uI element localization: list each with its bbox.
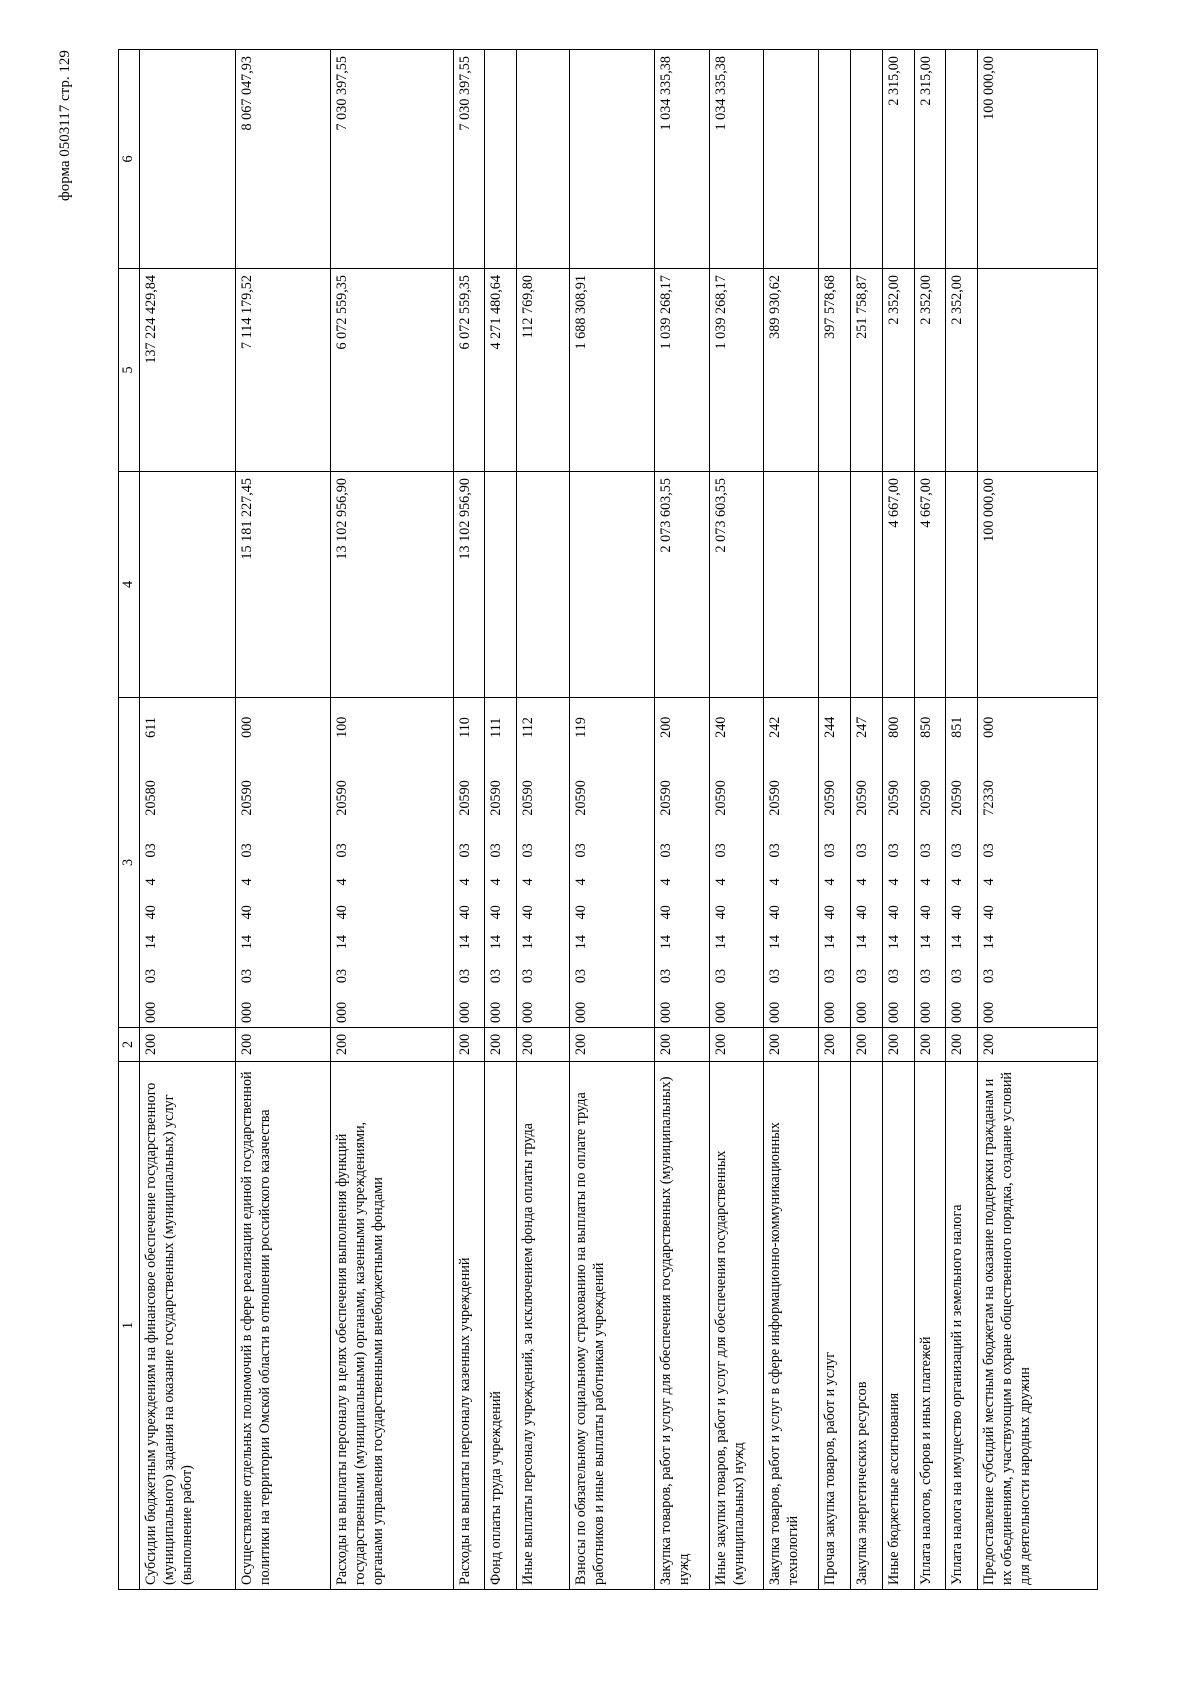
kbk-part: 20590 — [488, 780, 505, 816]
row-name: Прочая закупка товаров, работ и услуг — [818, 1062, 850, 1590]
kbk-part: 110 — [456, 717, 473, 738]
row-executed-amount: 2 352,00 — [882, 269, 914, 472]
row-name: Предоставление субсидий местным бюджетам на оказание поддержки гражданам и их объединениям, участвующим в охране общественного порядка, создание условий для деятельности народных дружин — [978, 1062, 1098, 1590]
table-row — [655, 50, 709, 1590]
kbk-part: 20590 — [949, 780, 966, 816]
kbk-part: 03 — [853, 968, 870, 984]
kbk-part: 03 — [488, 843, 505, 858]
row-executed-amount — [978, 269, 1098, 472]
kbk-part: 40 — [949, 905, 966, 920]
row-name: Иные бюджетные ассигнования — [882, 1062, 914, 1590]
row-unexecuted-amount: 100 000,00 — [978, 50, 1098, 269]
row-classification-code — [453, 698, 485, 1028]
row-classification-code — [235, 698, 331, 1028]
kbk-part: 40 — [767, 905, 784, 920]
kbk-part: 20590 — [917, 780, 934, 816]
kbk-part: 40 — [821, 905, 838, 920]
kbk-part: 03 — [821, 843, 838, 858]
row-classification-code — [818, 698, 850, 1028]
kbk-part: 03 — [821, 968, 838, 984]
row-classification-code — [978, 698, 1098, 1028]
kbk-part: 40 — [143, 905, 159, 920]
kbk-part: 112 — [520, 717, 537, 738]
header-col-2: 2 — [119, 1028, 140, 1062]
row-executed-amount: 251 758,87 — [850, 269, 882, 472]
kbk-part: 000 — [658, 1001, 675, 1023]
kbk-part: 03 — [520, 968, 537, 984]
table-row — [453, 50, 485, 1590]
kbk-part: 4 — [885, 878, 902, 886]
table-row — [978, 50, 1098, 1590]
kbk-part: 000 — [853, 1001, 870, 1023]
kbk-part: 14 — [238, 935, 255, 950]
row-unexecuted-amount: 1 034 335,38 — [709, 50, 763, 269]
row-name: Осуществление отдельных полномочий в сфере реализации единой государственной политики на территории Омской области в отношении российского казачества — [235, 1062, 331, 1590]
kbk-part: 850 — [917, 716, 934, 738]
kbk-part: 000 — [821, 1001, 838, 1023]
kbk-part: 4 — [917, 878, 934, 886]
kbk-part: 40 — [238, 905, 255, 920]
kbk-part: 20590 — [712, 780, 729, 816]
kbk-part: 4 — [658, 878, 675, 886]
kbk-part: 20590 — [658, 780, 675, 816]
kbk-part: 03 — [456, 843, 473, 858]
row-line-code: 200 — [453, 1028, 485, 1062]
kbk-part: 20590 — [238, 780, 255, 816]
kbk-part: 03 — [334, 968, 351, 984]
kbk-part: 000 — [520, 1001, 537, 1023]
row-executed-amount: 2 352,00 — [914, 269, 946, 472]
kbk-part: 03 — [767, 968, 784, 984]
row-approved-amount: 4 667,00 — [914, 472, 946, 698]
kbk-part: 20590 — [885, 780, 902, 816]
row-classification-code — [946, 698, 978, 1028]
kbk-part: 03 — [456, 968, 473, 984]
kbk-part: 03 — [949, 843, 966, 858]
row-line-code: 200 — [850, 1028, 882, 1062]
row-executed-amount: 137 224 429,84 — [140, 269, 236, 472]
row-unexecuted-amount: 7 030 397,55 — [331, 50, 453, 269]
kbk-part: 72330 — [981, 780, 998, 816]
header-col-4: 4 — [119, 472, 140, 698]
kbk-part: 40 — [488, 905, 505, 920]
kbk-part: 000 — [334, 1001, 351, 1023]
kbk-part: 14 — [917, 935, 934, 950]
kbk-part: 800 — [885, 716, 902, 738]
row-unexecuted-amount — [570, 50, 655, 269]
row-executed-amount: 1 688 308,91 — [570, 269, 655, 472]
kbk-part: 03 — [767, 843, 784, 858]
kbk-part: 14 — [949, 935, 966, 950]
table-row — [140, 50, 236, 1590]
row-executed-amount: 1 039 268,17 — [709, 269, 763, 472]
row-classification-code — [331, 698, 453, 1028]
row-unexecuted-amount: 2 315,00 — [914, 50, 946, 269]
kbk-part: 03 — [488, 968, 505, 984]
row-executed-amount: 2 352,00 — [946, 269, 978, 472]
kbk-part: 000 — [885, 1001, 902, 1023]
header-col-5: 5 — [119, 269, 140, 472]
row-approved-amount — [517, 472, 570, 698]
kbk-part: 14 — [981, 935, 998, 950]
row-unexecuted-amount: 2 315,00 — [882, 50, 914, 269]
kbk-part: 20590 — [853, 780, 870, 816]
kbk-part: 03 — [238, 843, 255, 858]
kbk-part: 03 — [573, 843, 590, 858]
row-approved-amount — [946, 472, 978, 698]
row-name: Уплата налогов, сборов и иных платежей — [914, 1062, 946, 1590]
form-page-label: форма 0503117 стр. 129 — [57, 50, 73, 201]
row-line-code: 200 — [570, 1028, 655, 1062]
kbk-part: 4 — [981, 878, 998, 886]
row-line-code: 200 — [882, 1028, 914, 1062]
table-row — [850, 50, 882, 1590]
table-row — [331, 50, 453, 1590]
kbk-part: 40 — [456, 905, 473, 920]
row-unexecuted-amount — [946, 50, 978, 269]
kbk-part: 14 — [767, 935, 784, 950]
row-line-code: 200 — [331, 1028, 453, 1062]
kbk-part: 611 — [143, 717, 159, 738]
kbk-part: 14 — [520, 935, 537, 950]
kbk-part: 40 — [520, 905, 537, 920]
row-approved-amount — [140, 472, 236, 698]
kbk-part: 03 — [949, 968, 966, 984]
kbk-part: 000 — [981, 1001, 998, 1023]
row-executed-amount: 7 114 179,52 — [235, 269, 331, 472]
header-col-3: 3 — [119, 698, 140, 1028]
row-approved-amount: 13 102 956,90 — [331, 472, 453, 698]
kbk-part: 4 — [520, 878, 537, 886]
kbk-part: 03 — [917, 968, 934, 984]
budget-table-sheet — [118, 50, 1098, 1590]
kbk-part: 03 — [573, 968, 590, 984]
row-name: Иные выплаты персоналу учреждений, за исключением фонда оплаты труда — [517, 1062, 570, 1590]
kbk-part: 20590 — [821, 780, 838, 816]
kbk-part: 240 — [712, 716, 729, 738]
row-approved-amount — [764, 472, 818, 698]
table-row — [485, 50, 517, 1590]
row-classification-code — [764, 698, 818, 1028]
kbk-part: 03 — [658, 843, 675, 858]
kbk-part: 000 — [488, 1001, 505, 1023]
kbk-part: 03 — [143, 843, 159, 858]
budget-execution-table — [118, 49, 1098, 1590]
kbk-part: 244 — [821, 716, 838, 738]
row-approved-amount — [850, 472, 882, 698]
row-line-code: 200 — [764, 1028, 818, 1062]
kbk-part: 40 — [885, 905, 902, 920]
kbk-part: 4 — [712, 878, 729, 886]
row-unexecuted-amount — [140, 50, 236, 269]
kbk-part: 4 — [949, 878, 966, 886]
kbk-part: 40 — [573, 905, 590, 920]
row-executed-amount: 397 578,68 — [818, 269, 850, 472]
kbk-part: 40 — [712, 905, 729, 920]
row-line-code: 200 — [978, 1028, 1098, 1062]
row-classification-code — [882, 698, 914, 1028]
row-approved-amount: 4 667,00 — [882, 472, 914, 698]
row-line-code: 200 — [946, 1028, 978, 1062]
row-name: Расходы на выплаты персоналу в целях обеспечения выполнения функций государственными (муниципальными) органами, казенными учреждениями, органами управления государственными внебюджетными фондами — [331, 1062, 453, 1590]
row-name: Закупка товаров, работ и услуг в сфере информационно-коммуникационных технологий — [764, 1062, 818, 1590]
row-executed-amount: 6 072 559,35 — [453, 269, 485, 472]
kbk-part: 000 — [949, 1001, 966, 1023]
row-classification-code — [517, 698, 570, 1028]
kbk-part: 03 — [238, 968, 255, 984]
row-unexecuted-amount — [517, 50, 570, 269]
kbk-part: 4 — [573, 878, 590, 886]
row-approved-amount: 2 073 603,55 — [709, 472, 763, 698]
row-name: Закупка энергетических ресурсов — [850, 1062, 882, 1590]
row-line-code: 200 — [517, 1028, 570, 1062]
table-row — [914, 50, 946, 1590]
kbk-part: 14 — [334, 935, 351, 950]
kbk-part: 40 — [334, 905, 351, 920]
row-classification-code — [570, 698, 655, 1028]
kbk-part: 4 — [238, 878, 255, 886]
row-name: Уплата налога на имущество организаций и земельного налога — [946, 1062, 978, 1590]
kbk-part: 4 — [143, 878, 159, 886]
table-row — [946, 50, 978, 1590]
kbk-part: 000 — [143, 1001, 159, 1023]
row-executed-amount: 389 930,62 — [764, 269, 818, 472]
row-approved-amount — [570, 472, 655, 698]
row-approved-amount: 100 000,00 — [978, 472, 1098, 698]
kbk-part: 03 — [917, 843, 934, 858]
row-line-code: 200 — [709, 1028, 763, 1062]
kbk-part: 03 — [143, 968, 159, 984]
kbk-part: 111 — [488, 717, 505, 738]
kbk-part: 03 — [885, 843, 902, 858]
kbk-part: 14 — [488, 935, 505, 950]
kbk-part: 03 — [981, 843, 998, 858]
kbk-part: 000 — [238, 1001, 255, 1023]
row-name: Расходы на выплаты персоналу казенных учреждений — [453, 1062, 485, 1590]
kbk-part: 20590 — [520, 780, 537, 816]
kbk-part: 000 — [456, 1001, 473, 1023]
row-name: Закупка товаров, работ и услуг для обеспечения государственных (муниципальных) нужд — [655, 1062, 709, 1590]
row-unexecuted-amount: 7 030 397,55 — [453, 50, 485, 269]
row-classification-code — [655, 698, 709, 1028]
kbk-part: 20580 — [143, 780, 159, 816]
kbk-part: 4 — [488, 878, 505, 886]
row-line-code: 200 — [235, 1028, 331, 1062]
row-name: Иные закупки товаров, работ и услуг для обеспечения государственных (муниципальных) нужд — [709, 1062, 763, 1590]
table-row — [517, 50, 570, 1590]
row-executed-amount: 112 769,80 — [517, 269, 570, 472]
row-unexecuted-amount — [764, 50, 818, 269]
kbk-part: 03 — [712, 968, 729, 984]
kbk-part: 000 — [238, 716, 255, 738]
kbk-part: 4 — [767, 878, 784, 886]
kbk-part: 40 — [658, 905, 675, 920]
row-line-code: 200 — [485, 1028, 517, 1062]
row-unexecuted-amount — [485, 50, 517, 269]
kbk-part: 14 — [821, 935, 838, 950]
kbk-part: 03 — [853, 843, 870, 858]
kbk-part: 242 — [767, 716, 784, 738]
kbk-part: 200 — [658, 716, 675, 738]
row-approved-amount: 13 102 956,90 — [453, 472, 485, 698]
kbk-part: 20590 — [767, 780, 784, 816]
row-line-code: 200 — [914, 1028, 946, 1062]
kbk-part: 4 — [334, 878, 351, 886]
row-name: Субсидии бюджетным учреждениям на финансовое обеспечение государственного (муниципального) задания на оказание государственных (муниципальных) услуг (выполнение работ) — [140, 1062, 236, 1590]
kbk-part: 03 — [520, 843, 537, 858]
kbk-part: 000 — [917, 1001, 934, 1023]
kbk-part: 20590 — [573, 780, 590, 816]
row-classification-code — [709, 698, 763, 1028]
kbk-part: 14 — [573, 935, 590, 950]
kbk-part: 247 — [853, 716, 870, 738]
kbk-part: 40 — [917, 905, 934, 920]
row-classification-code — [485, 698, 517, 1028]
kbk-part: 03 — [981, 968, 998, 984]
row-unexecuted-amount: 1 034 335,38 — [655, 50, 709, 269]
kbk-part: 4 — [821, 878, 838, 886]
row-classification-code — [850, 698, 882, 1028]
row-unexecuted-amount — [818, 50, 850, 269]
table-row — [764, 50, 818, 1590]
kbk-part: 000 — [981, 716, 998, 738]
row-executed-amount: 4 271 480,64 — [485, 269, 517, 472]
row-line-code: 200 — [655, 1028, 709, 1062]
row-classification-code — [140, 698, 236, 1028]
kbk-part: 20590 — [456, 780, 473, 816]
kbk-part: 03 — [885, 968, 902, 984]
row-approved-amount — [818, 472, 850, 698]
kbk-part: 000 — [712, 1001, 729, 1023]
row-unexecuted-amount: 8 067 047,93 — [235, 50, 331, 269]
kbk-part: 14 — [712, 935, 729, 950]
header-row — [119, 50, 140, 1590]
kbk-part: 14 — [658, 935, 675, 950]
kbk-part: 4 — [853, 878, 870, 886]
row-approved-amount: 2 073 603,55 — [655, 472, 709, 698]
kbk-part: 000 — [767, 1001, 784, 1023]
kbk-part: 20590 — [334, 780, 351, 816]
row-line-code: 200 — [140, 1028, 236, 1062]
row-approved-amount: 15 181 227,45 — [235, 472, 331, 698]
row-approved-amount — [485, 472, 517, 698]
kbk-part: 40 — [853, 905, 870, 920]
row-classification-code — [914, 698, 946, 1028]
table-row — [570, 50, 655, 1590]
kbk-part: 100 — [334, 716, 351, 738]
header-col-1: 1 — [119, 1062, 140, 1590]
kbk-part: 40 — [981, 905, 998, 920]
row-line-code: 200 — [818, 1028, 850, 1062]
kbk-part: 14 — [853, 935, 870, 950]
table-row — [882, 50, 914, 1590]
kbk-part: 000 — [573, 1001, 590, 1023]
kbk-part: 14 — [456, 935, 473, 950]
table-row — [235, 50, 331, 1590]
row-executed-amount: 6 072 559,35 — [331, 269, 453, 472]
kbk-part: 14 — [143, 935, 159, 950]
kbk-part: 03 — [712, 843, 729, 858]
kbk-part: 03 — [658, 968, 675, 984]
row-executed-amount: 1 039 268,17 — [655, 269, 709, 472]
header-col-6: 6 — [119, 50, 140, 269]
row-name: Взносы по обязательному социальному страхованию на выплаты по оплате труда работников и иные выплаты работникам учреждений — [570, 1062, 655, 1590]
kbk-part: 4 — [456, 878, 473, 886]
kbk-part: 851 — [949, 716, 966, 738]
kbk-part: 03 — [334, 843, 351, 858]
row-name: Фонд оплаты труда учреждений — [485, 1062, 517, 1590]
kbk-part: 14 — [885, 935, 902, 950]
table-row — [709, 50, 763, 1590]
table-row — [818, 50, 850, 1590]
row-unexecuted-amount — [850, 50, 882, 269]
kbk-part: 119 — [573, 717, 590, 738]
